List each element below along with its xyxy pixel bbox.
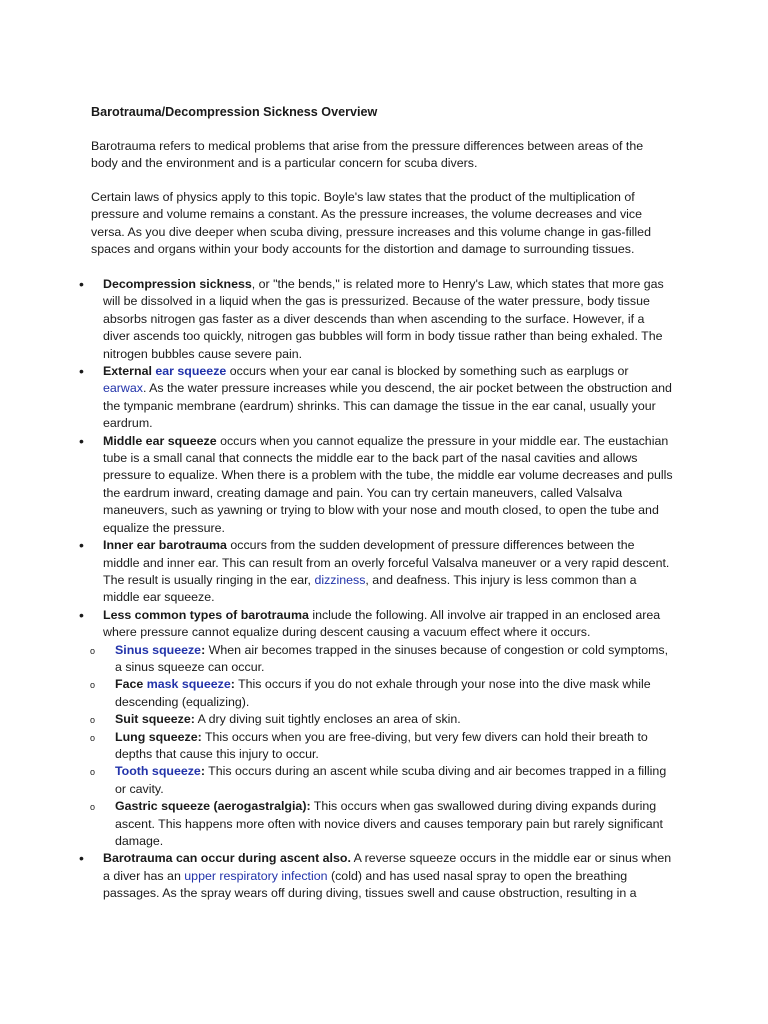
item-text: occurs when you cannot equalize the pressure in your middle ear. The eustachian tube is a small canal that connects the middle ear to the back part of the nasal cavities and allows pressure to equalize. When there is a problem with the tube, the middle ear volume decreases and pulls the eardrum inward, creating damage and pain. You can try certain maneuvers, called Valsalva maneuvers, such as yawning or trying to blow with your nose and mouth closed, to open the tube and equalize the pressure. bbox=[103, 433, 673, 535]
sublist-item-suit-squeeze bbox=[115, 711, 673, 728]
list-item-external-ear-squeeze bbox=[103, 363, 673, 433]
list-item-inner-ear-barotrauma bbox=[103, 537, 673, 607]
term-face: Face bbox=[115, 677, 147, 692]
item-text: occurs from the sudden development of pressure differences between the middle and inner ear. This can result from an overly forceful Valsalva maneuver or a very rapid descent. The result is usually ringing in the ear, bbox=[103, 538, 670, 587]
term-lung-squeeze: Lung squeeze: bbox=[115, 729, 202, 744]
term-suit-squeeze: Suit squeeze: bbox=[115, 712, 195, 727]
barotrauma-types-list bbox=[103, 276, 673, 903]
item-text: This occurs when you are free-diving, but very few divers can hold their breath to depths that cause this injury to occur. bbox=[115, 729, 648, 761]
link-earwax[interactable]: earwax bbox=[103, 381, 143, 396]
sublist-item-gastric-squeeze bbox=[115, 798, 673, 850]
item-text: When air becomes trapped in the sinuses because of congestion or cold symptoms, a sinus squeeze can occur. bbox=[115, 642, 669, 674]
link-dizziness[interactable]: dizziness bbox=[314, 572, 366, 587]
physics-paragraph: Certain laws of physics apply to this topic. Boyle's law states that the product of the multiplication of pressure and volume remains a constant. As the pressure increases, the volume decreases and vice versa. As you dive deeper when scuba diving, pressure increases and this volume change in gas-filled spaces and organs within your body accounts for the distortion and damage to surrounding tissues. bbox=[91, 190, 651, 257]
colon: : bbox=[200, 764, 205, 779]
item-text: This occurs when gas swallowed during diving expands during ascent. This happens more often with novice divers and causes temporary pain but rarely significant damage. bbox=[115, 799, 664, 848]
item-text: A reverse squeeze occurs in the middle ear or sinus when a diver has an bbox=[103, 851, 672, 883]
link-sinus-squeeze[interactable]: Sinus squeeze bbox=[115, 642, 202, 657]
sublist-item-face-mask-squeeze bbox=[115, 676, 673, 711]
term-ascent-barotrauma: Barotrauma can occur during ascent also. bbox=[103, 851, 351, 866]
colon: : bbox=[230, 677, 235, 692]
page-title: Barotrauma/Decompression Sickness Overview bbox=[91, 105, 378, 119]
item-text: A dry diving suit tightly encloses an area of skin. bbox=[194, 712, 461, 727]
term-decompression-sickness: Decompression sickness bbox=[103, 277, 252, 291]
item-text: (cold) and has used nasal spray to open the breathing passages. As the spray wears off during diving, tissues swell and cause obstruction, resulting in a bbox=[103, 868, 637, 901]
less-common-types-sublist bbox=[103, 642, 673, 851]
list-item-less-common-types bbox=[103, 607, 673, 851]
item-text: This occurs during an ascent while scuba diving and air becomes trapped in a filling or cavity. bbox=[115, 764, 667, 796]
list-item-decompression-sickness bbox=[103, 276, 673, 363]
list-item-ascent-barotrauma bbox=[103, 850, 673, 902]
term-less-common-types: Less common types of barotrauma bbox=[103, 607, 309, 622]
link-ear-squeeze[interactable]: ear squeeze bbox=[155, 364, 227, 379]
term-gastric-squeeze: Gastric squeeze (aerogastralgia): bbox=[115, 799, 311, 814]
link-tooth-squeeze[interactable]: Tooth squeeze bbox=[115, 764, 201, 779]
sublist-item-sinus-squeeze bbox=[115, 642, 673, 677]
link-mask-squeeze[interactable]: mask squeeze bbox=[146, 677, 231, 692]
term-inner-ear-barotrauma: Inner ear barotrauma bbox=[103, 538, 227, 553]
item-text: , or "the bends," is related more to Henry's Law, which states that more gas will be dissolved in a liquid when the gas is pressurized. Because of the water pressure, body tissue absorbs nitrogen gas faster as a diver descends than when ascending to the surface. However, if a diver ascends too quickly, nitrogen gas bubbles will form in body tissue rather than being exhaled. The nitrogen bubbles cause severe pain. bbox=[103, 277, 664, 361]
item-text: occurs when your ear canal is blocked by something such as earplugs or bbox=[226, 364, 629, 379]
item-text: This occurs if you do not exhale through your nose into the dive mask while descending (equalizing). bbox=[115, 677, 651, 709]
sublist-item-tooth-squeeze bbox=[115, 763, 673, 798]
item-text: . As the water pressure increases while you descend, the air pocket between the obstruction and the tympanic membrane (eardrum) shrinks. This can damage the tissue in the ear canal, usually your eardrum. bbox=[103, 381, 672, 431]
term-external: External bbox=[103, 364, 156, 379]
sublist-item-lung-squeeze bbox=[115, 729, 673, 764]
term-middle-ear-squeeze: Middle ear squeeze bbox=[103, 433, 217, 448]
item-text: , and deafness. This injury is less common than a middle ear squeeze. bbox=[103, 572, 637, 605]
intro-paragraph: Barotrauma refers to medical problems that arise from the pressure differences between areas of the body and the environment and is a particular concern for scuba divers. bbox=[91, 139, 644, 171]
link-upper-respiratory-infection[interactable]: upper respiratory infection bbox=[184, 868, 328, 883]
list-item-middle-ear-squeeze bbox=[103, 433, 673, 537]
item-text: include the following. All involve air trapped in an enclosed area where pressure cannot equalize during descent causing a vacuum effect where it occurs. bbox=[103, 607, 661, 640]
colon: : bbox=[201, 642, 206, 657]
